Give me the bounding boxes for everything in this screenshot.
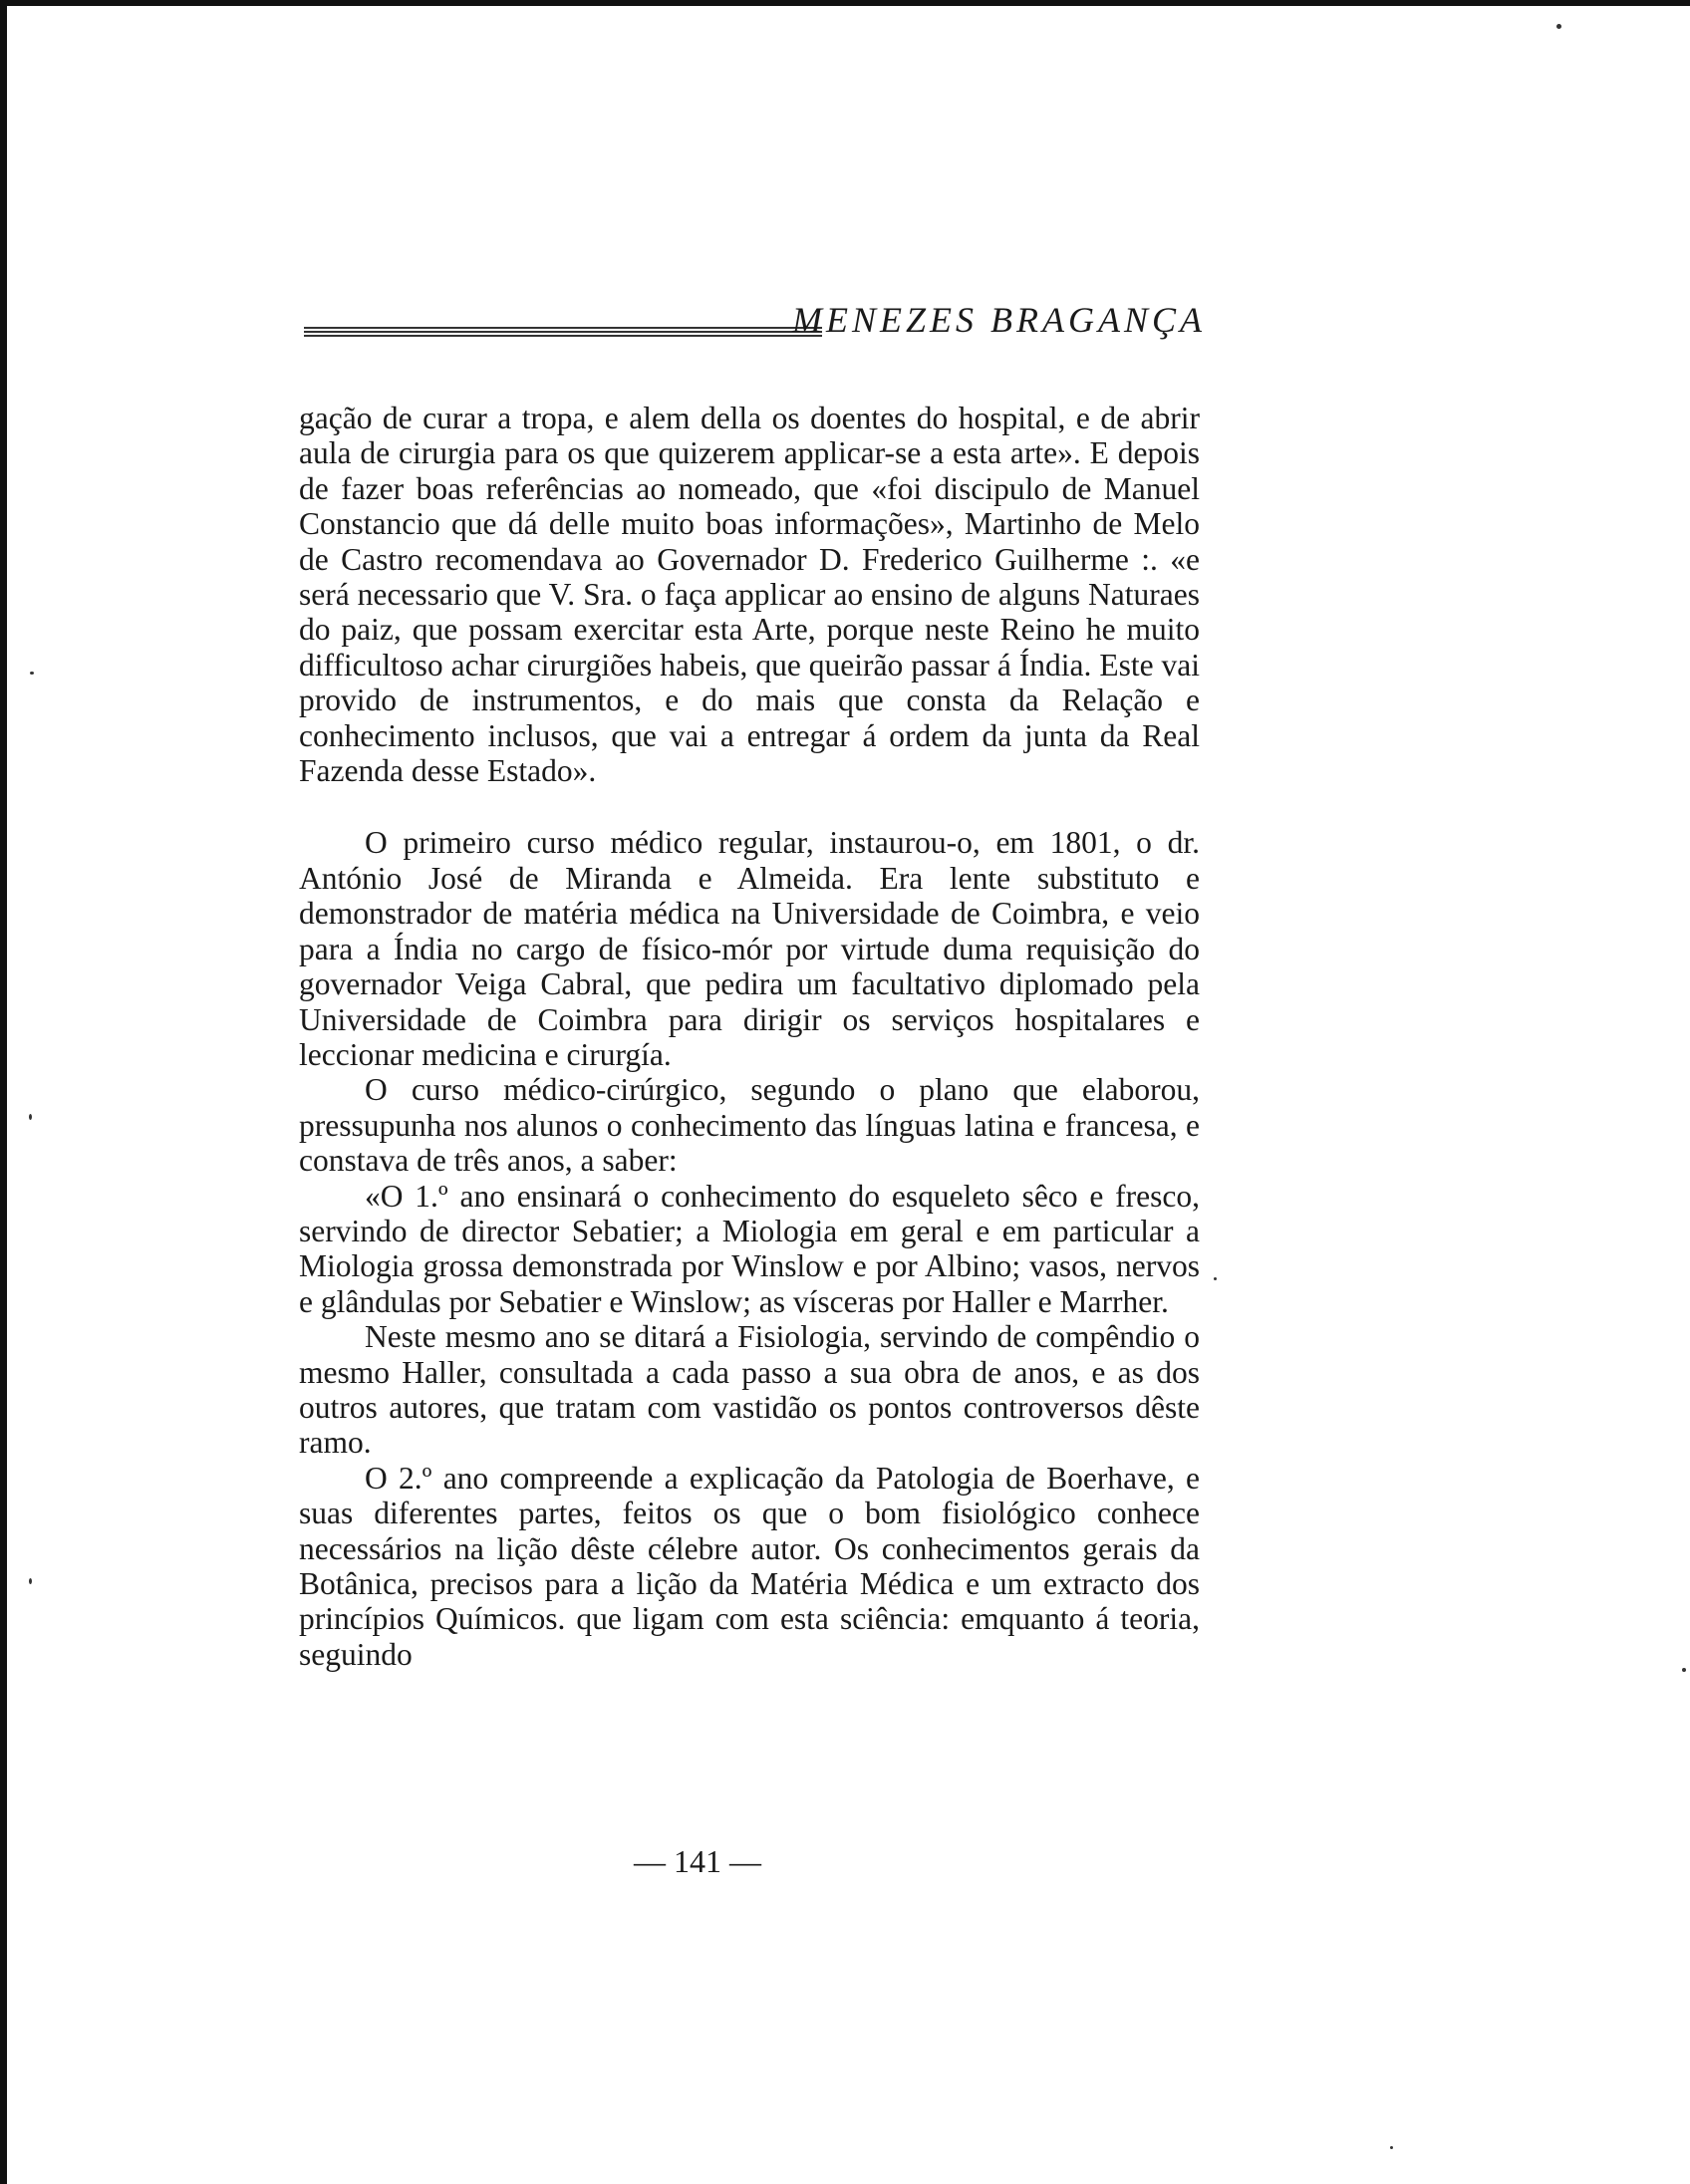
- scan-speck: [29, 1114, 32, 1120]
- paragraph: Neste mesmo ano se ditará a Fisiologia, servindo de compêndio o mesmo Haller, consultada a cada passo a sua obra de anos, e as dos outros autores, que tratam com vastidão os pontos controversos dêste ramo.: [299, 1319, 1200, 1461]
- paragraph: O curso médico-cirúrgico, segundo o plano que elaborou, pressupunha nos alunos o conhecimento das línguas latina e francesa, e constava de três anos, a saber:: [299, 1072, 1200, 1179]
- paragraph-quote: «O 1.º ano ensinará o conhecimento do esqueleto sêco e fresco, servindo de director Sebatier; a Miologia em geral e em particular a Miologia grossa demonstrada por Winslow e por Albino; vasos, nervos e glândulas por Sebatier e Winslow; as vísceras por Haller e Marrher.: [299, 1178, 1200, 1319]
- page-body: [299, 401, 1200, 1672]
- scan-speck: [1214, 1277, 1217, 1280]
- page-number: — 141 —: [634, 1843, 761, 1879]
- header-rule: [304, 327, 822, 336]
- running-header: [304, 299, 1206, 349]
- scan-speck: [1556, 24, 1561, 29]
- scan-border-top: [0, 0, 1690, 6]
- paragraph: O 2.º ano compreende a explicação da Patologia de Boerhave, e suas diferentes partes, feitos os que o bom fisiológico conhece necessários na lição dêste célebre autor. Os conhecimentos gerais da Botânica, precisos para a lição da Matéria Médica e um extracto dos princípios Químicos. que ligam com esta sciência: emquanto á teoria, seguindo: [299, 1460, 1200, 1672]
- scan-speck: [1682, 1668, 1686, 1672]
- running-title: MENEZES BRAGANÇA: [792, 300, 1206, 340]
- scan-speck: [30, 672, 34, 675]
- paragraph-continuation: gação de curar a tropa, e alem della os doentes do hospital, e de abrir aula de cirurgia para os que quizerem applicar-se a esta arte». E depois de fazer boas referências ao nomeado, que «foi discipulo de Manuel Constancio que dá delle muito boas informações», Martinho de Melo de Castro recomendava ao Governador D. Frederico Guilherme :. «e será necessario que V. Sra. o faça applicar ao ensino de alguns Naturaes do paiz, que possam exercitar esta Arte, porque neste Reino he muito difficultoso achar cirurgiões habeis, que queirão passar á Índia. Este vai provido de instrumentos, e do mais que consta da Relação e conhecimento inclusos, que vai a entregar á ordem da junta da Real Fazenda desse Estado».: [299, 401, 1200, 789]
- scan-speck: [29, 1578, 32, 1584]
- paragraph: O primeiro curso médico regular, instaurou-o, em 1801, o dr. António José de Miranda e Almeida. Era lente substituto e demonstrador de matéria médica na Universidade de Coimbra, e veio para a Índia no cargo de físico-mór por virtude duma requisição do governador Veiga Cabral, que pedira um facultativo diplomado pela Universidade de Coimbra para dirigir os serviços hospitalares e leccionar medicina e cirurgía.: [299, 825, 1200, 1072]
- scan-speck: [1390, 2146, 1393, 2149]
